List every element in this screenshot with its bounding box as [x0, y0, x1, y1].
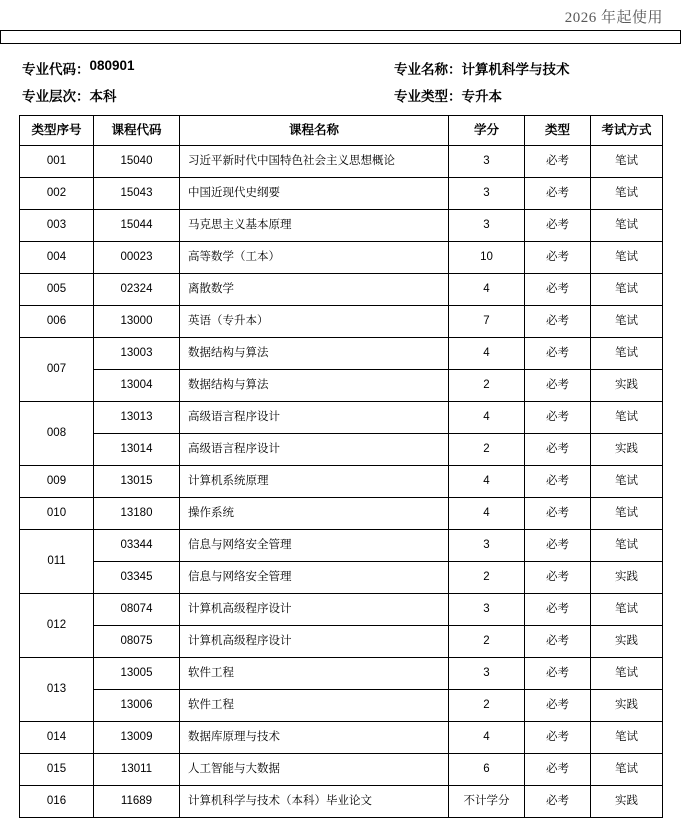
- cell-type-seq: 008: [20, 402, 94, 466]
- cell-type: 必考: [525, 370, 591, 402]
- cell-course-name: 高级语言程序设计: [180, 434, 449, 466]
- cell-course-name: 高等数学（工本）: [180, 242, 449, 274]
- cell-exam-mode: 实践: [591, 786, 663, 818]
- cell-type-seq: 011: [20, 530, 94, 594]
- cell-credit: 7: [449, 306, 525, 338]
- major-level: [22, 85, 394, 105]
- table-row: [20, 786, 663, 818]
- cell-exam-mode: 笔试: [591, 210, 663, 242]
- table-row: [20, 466, 663, 498]
- cell-course-name: 计算机系统原理: [180, 466, 449, 498]
- table-row: [20, 338, 663, 370]
- cell-type: 必考: [525, 690, 591, 722]
- table-row: [20, 658, 663, 690]
- cell-course-name: 人工智能与大数据: [180, 754, 449, 786]
- cell-course-name: 数据库原理与技术: [180, 722, 449, 754]
- cell-course-name: 高级语言程序设计: [180, 402, 449, 434]
- major-code-label: 专业代码：: [22, 62, 90, 77]
- cell-course-code: 13180: [94, 498, 180, 530]
- cell-exam-mode: 笔试: [591, 402, 663, 434]
- cell-credit: 2: [449, 562, 525, 594]
- table-row: [20, 370, 663, 402]
- cell-type: 必考: [525, 658, 591, 690]
- cell-exam-mode: 笔试: [591, 754, 663, 786]
- table-header-row: [20, 116, 663, 146]
- cell-credit: 3: [449, 178, 525, 210]
- major-category-label: 专业类型：: [394, 89, 462, 104]
- table-row: [20, 754, 663, 786]
- table-row: [20, 498, 663, 530]
- table-row: [20, 178, 663, 210]
- cell-course-code: 08075: [94, 626, 180, 658]
- major-category: [394, 85, 502, 105]
- cell-credit: 4: [449, 498, 525, 530]
- cell-credit: 3: [449, 146, 525, 178]
- cell-exam-mode: 笔试: [591, 498, 663, 530]
- cell-type-seq: 010: [20, 498, 94, 530]
- cell-course-code: 13013: [94, 402, 180, 434]
- table-row: [20, 434, 663, 466]
- cell-type-seq: 001: [20, 146, 94, 178]
- cell-type-seq: 002: [20, 178, 94, 210]
- table-row: [20, 242, 663, 274]
- cell-exam-mode: 笔试: [591, 338, 663, 370]
- cell-credit: 3: [449, 594, 525, 626]
- cell-course-code: 11689: [94, 786, 180, 818]
- cell-course-code: 15043: [94, 178, 180, 210]
- cell-type-seq: 009: [20, 466, 94, 498]
- cell-type: 必考: [525, 562, 591, 594]
- major-meta-block: [0, 58, 681, 105]
- cell-course-code: 13005: [94, 658, 180, 690]
- major-level-label: 专业层次：: [22, 89, 90, 104]
- cell-type: 必考: [525, 594, 591, 626]
- cell-type: 必考: [525, 626, 591, 658]
- cell-type-seq: 013: [20, 658, 94, 722]
- cell-course-code: 13009: [94, 722, 180, 754]
- table-row: [20, 210, 663, 242]
- cell-course-code: 13004: [94, 370, 180, 402]
- table-row: [20, 402, 663, 434]
- column-header-code: 课程代码: [94, 116, 180, 146]
- cell-credit: 4: [449, 338, 525, 370]
- major-code: [22, 58, 394, 78]
- table-row: [20, 306, 663, 338]
- cell-type-seq: 014: [20, 722, 94, 754]
- cell-exam-mode: 实践: [591, 434, 663, 466]
- cell-course-name: 计算机科学与技术（本科）毕业论文: [180, 786, 449, 818]
- column-header-name: 课程名称: [180, 116, 449, 146]
- cell-course-code: 00023: [94, 242, 180, 274]
- major-name-value: 计算机科学与技术: [461, 62, 570, 77]
- cell-credit: 4: [449, 402, 525, 434]
- cell-course-code: 03345: [94, 562, 180, 594]
- cell-exam-mode: 笔试: [591, 274, 663, 306]
- cell-exam-mode: 实践: [591, 690, 663, 722]
- page-header: [0, 0, 681, 44]
- cell-course-name: 计算机高级程序设计: [180, 626, 449, 658]
- cell-type-seq: 012: [20, 594, 94, 658]
- cell-credit: 3: [449, 530, 525, 562]
- table-row: [20, 146, 663, 178]
- cell-course-code: 13000: [94, 306, 180, 338]
- cell-course-code: 15044: [94, 210, 180, 242]
- cell-credit: 3: [449, 658, 525, 690]
- cell-exam-mode: 实践: [591, 626, 663, 658]
- cell-course-code: 02324: [94, 274, 180, 306]
- cell-type: 必考: [525, 498, 591, 530]
- cell-credit: 2: [449, 690, 525, 722]
- cell-type: 必考: [525, 306, 591, 338]
- cell-course-code: 13014: [94, 434, 180, 466]
- cell-exam-mode: 笔试: [591, 466, 663, 498]
- cell-type-seq: 015: [20, 754, 94, 786]
- cell-course-name: 中国近现代史纲要: [180, 178, 449, 210]
- cell-course-code: 03344: [94, 530, 180, 562]
- cell-course-code: 13003: [94, 338, 180, 370]
- table-body: [20, 146, 663, 818]
- cell-credit: 2: [449, 370, 525, 402]
- cell-type: 必考: [525, 754, 591, 786]
- meta-row-2: [22, 85, 663, 105]
- cell-credit: 不计学分: [449, 786, 525, 818]
- table-row: [20, 690, 663, 722]
- cell-type-seq: 003: [20, 210, 94, 242]
- major-level-value: 本科: [89, 89, 117, 104]
- cell-type-seq: 007: [20, 338, 94, 402]
- cell-course-name: 操作系统: [180, 498, 449, 530]
- cell-type: 必考: [525, 338, 591, 370]
- cell-credit: 10: [449, 242, 525, 274]
- table-row: [20, 530, 663, 562]
- table-row: [20, 722, 663, 754]
- column-header-type: 类型: [525, 116, 591, 146]
- course-plan-table: [19, 115, 663, 818]
- column-header-seq: 类型序号: [20, 116, 94, 146]
- cell-type-seq: 005: [20, 274, 94, 306]
- cell-credit: 4: [449, 722, 525, 754]
- cell-course-name: 计算机高级程序设计: [180, 594, 449, 626]
- column-header-exam: 考试方式: [591, 116, 663, 146]
- cell-type: 必考: [525, 434, 591, 466]
- cell-type: 必考: [525, 146, 591, 178]
- cell-type: 必考: [525, 530, 591, 562]
- cell-type: 必考: [525, 466, 591, 498]
- cell-course-name: 软件工程: [180, 690, 449, 722]
- cell-exam-mode: 笔试: [591, 722, 663, 754]
- cell-exam-mode: 笔试: [591, 594, 663, 626]
- cell-course-name: 软件工程: [180, 658, 449, 690]
- meta-row-1: [22, 58, 663, 78]
- cell-credit: 2: [449, 434, 525, 466]
- cell-course-name: 数据结构与算法: [180, 338, 449, 370]
- major-name-label: 专业名称：: [394, 62, 462, 77]
- major-category-value: 专升本: [461, 89, 502, 104]
- cell-credit: 2: [449, 626, 525, 658]
- cell-credit: 6: [449, 754, 525, 786]
- cell-exam-mode: 实践: [591, 562, 663, 594]
- cell-course-code: 13011: [94, 754, 180, 786]
- cell-type: 必考: [525, 402, 591, 434]
- cell-type-seq: 006: [20, 306, 94, 338]
- cell-type: 必考: [525, 242, 591, 274]
- cell-course-code: 15040: [94, 146, 180, 178]
- cell-type-seq: 016: [20, 786, 94, 818]
- major-code-value: 080901: [89, 58, 135, 73]
- cell-type: 必考: [525, 210, 591, 242]
- cell-course-name: 习近平新时代中国特色社会主义思想概论: [180, 146, 449, 178]
- table-row: [20, 594, 663, 626]
- cell-type: 必考: [525, 722, 591, 754]
- header-year-note: 2026 年起使用: [564, 10, 663, 26]
- cell-credit: 4: [449, 466, 525, 498]
- cell-exam-mode: 笔试: [591, 306, 663, 338]
- cell-exam-mode: 笔试: [591, 658, 663, 690]
- column-header-credit: 学分: [449, 116, 525, 146]
- cell-credit: 4: [449, 274, 525, 306]
- cell-credit: 3: [449, 210, 525, 242]
- table-row: [20, 274, 663, 306]
- table-row: [20, 626, 663, 658]
- cell-course-code: 13006: [94, 690, 180, 722]
- cell-exam-mode: 笔试: [591, 146, 663, 178]
- header-rule-box: [0, 30, 681, 44]
- cell-course-name: 英语（专升本）: [180, 306, 449, 338]
- major-name: [394, 58, 570, 78]
- cell-exam-mode: 笔试: [591, 530, 663, 562]
- cell-type: 必考: [525, 274, 591, 306]
- cell-course-name: 信息与网络安全管理: [180, 562, 449, 594]
- cell-course-name: 信息与网络安全管理: [180, 530, 449, 562]
- cell-type-seq: 004: [20, 242, 94, 274]
- cell-course-name: 数据结构与算法: [180, 370, 449, 402]
- cell-type: 必考: [525, 786, 591, 818]
- cell-course-name: 马克思主义基本原理: [180, 210, 449, 242]
- course-plan-table-wrap: [0, 115, 681, 818]
- cell-exam-mode: 实践: [591, 370, 663, 402]
- cell-course-code: 08074: [94, 594, 180, 626]
- cell-type: 必考: [525, 178, 591, 210]
- cell-exam-mode: 笔试: [591, 242, 663, 274]
- table-row: [20, 562, 663, 594]
- cell-exam-mode: 笔试: [591, 178, 663, 210]
- cell-course-name: 离散数学: [180, 274, 449, 306]
- cell-course-code: 13015: [94, 466, 180, 498]
